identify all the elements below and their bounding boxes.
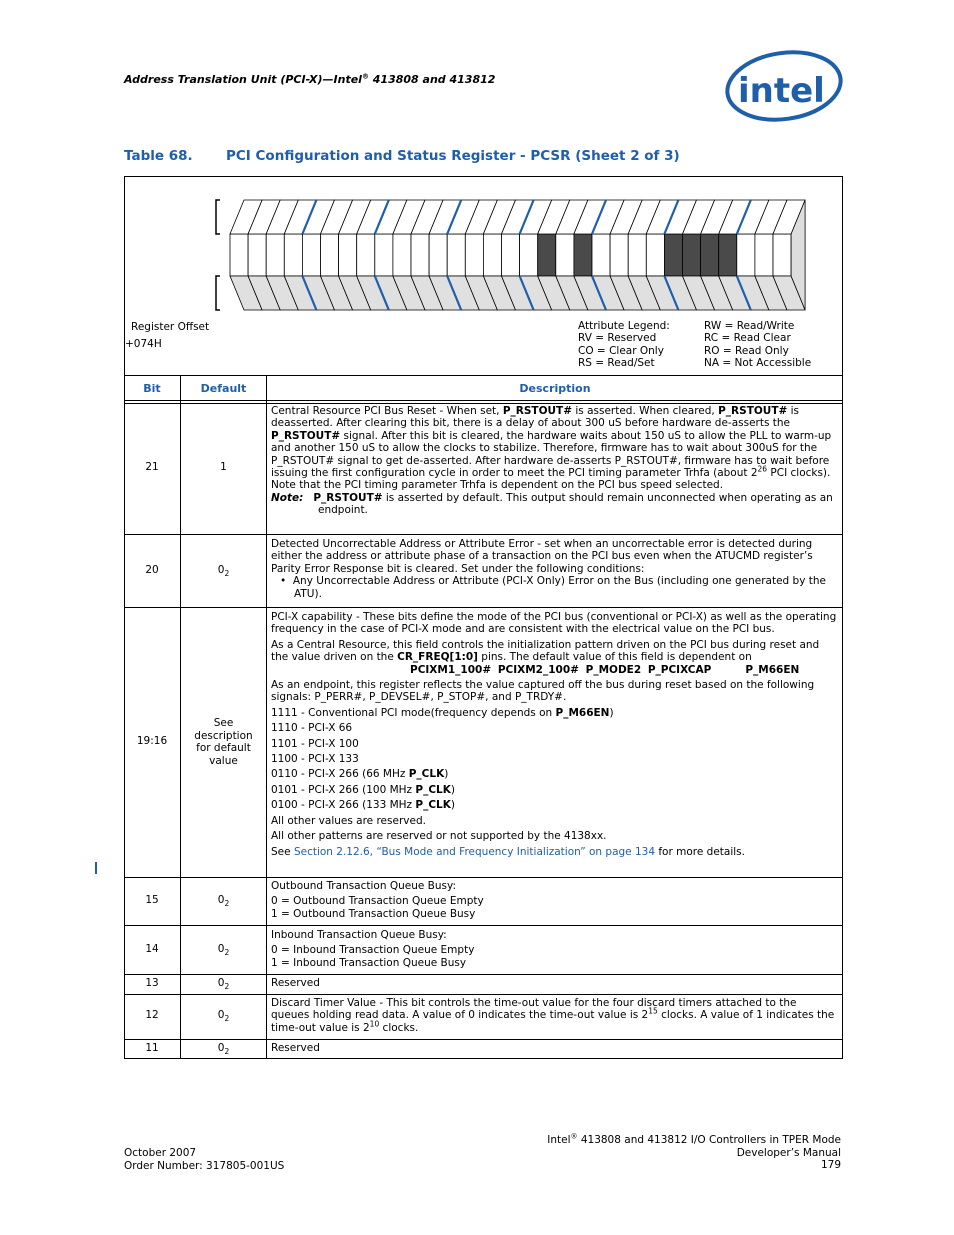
grid-hline xyxy=(124,877,843,878)
row-14-description: Inbound Transaction Queue Busy: 0 = Inbound Transaction Queue Empty 1 = Inbound Transaction Queue Busy xyxy=(271,929,475,969)
row-13-bit: 13 xyxy=(145,977,159,989)
bit-cell xyxy=(284,234,302,276)
bit-cell xyxy=(302,234,320,276)
row-12-bit: 12 xyxy=(145,1009,159,1021)
bit-cell xyxy=(375,234,393,276)
col-description: Description xyxy=(519,382,591,395)
bit-cell xyxy=(773,234,791,276)
row-13-default: $0_2$ xyxy=(217,977,230,992)
header-text-1: Address Translation Unit (PCI-X)—Intel xyxy=(124,73,362,86)
bracket-bottom xyxy=(216,276,220,310)
grid-hline xyxy=(124,534,843,535)
register-offset-value: +074H xyxy=(125,338,162,350)
row-19-16-description: PCI-X capability - These bits define the mode of the PCI bus (conventional or PCI-X) as well as the operating frequency in the case of PCI-X mode and are consistent with the electrical value on the PCI bus. As a Central Resource, this field controls the initialization pattern driven on the PCI bus during reset and the value driven on the CR_FREQ[1:0] pins. The default value of this field is dependent on PCIXM1_100# PCIXM2_100# P_MODE2 P_PCIXCAP P_M66EN As an endpoint, this register reflects the value captured off the bus during reset based on the following signals: P_PERR#, P_DEVSEL#, P_STOP#, and P_TRDY#. 1111 - Conventional PCI mode(frequency depends on P_M66EN) 1110 - PCI-X 66 1101 - PCI-X 100 1100 - PCI-X 133 0110 - PCI-X 266 (66 MHz P_CLK) 0101 - PCI-X 266 (100 MHz P_CLK) 0100 - PCI-X 266 (133 MHz P_CLK) All other values are reserved. All other patterns are reserved or not supported by the 4138xx. See Section 2.12.6, “Bus Mode and Frequency Initialization” on page 134 for more details. xyxy=(271,611,837,858)
bit-cell xyxy=(755,234,773,276)
bit-cell xyxy=(719,234,737,276)
bit-cell xyxy=(556,234,574,276)
row-20-bit: 20 xyxy=(145,564,159,576)
bit-cell xyxy=(574,234,592,276)
bit-cell xyxy=(664,234,682,276)
table-caption xyxy=(124,148,680,164)
footer-right xyxy=(547,1134,841,1172)
legend-rc: RC = Read Clear xyxy=(704,332,791,345)
grid-vline-2 xyxy=(266,375,267,1059)
bit-cell xyxy=(483,234,501,276)
row-21-default: 1 xyxy=(220,461,227,473)
bit-cell xyxy=(737,234,755,276)
intel-logo xyxy=(724,48,844,132)
bit-cell xyxy=(465,234,483,276)
bracket-top xyxy=(216,200,220,234)
bit-cell xyxy=(447,234,465,276)
footer-product-pre: Intel xyxy=(547,1134,571,1146)
bit-cell xyxy=(646,234,664,276)
bit-cell xyxy=(429,234,447,276)
footer-left xyxy=(124,1147,284,1172)
col-bit: Bit xyxy=(143,382,161,395)
bit-cell xyxy=(357,234,375,276)
table-number: Table 68. xyxy=(124,148,193,164)
register-offset-label: Register Offset xyxy=(131,321,210,333)
legend-co: CO = Clear Only xyxy=(578,344,664,357)
bit-cell xyxy=(538,234,556,276)
bit-cell xyxy=(393,234,411,276)
note-label: Note: xyxy=(271,491,304,504)
col-default: Default xyxy=(200,382,247,395)
bit-cell xyxy=(502,234,520,276)
table-header xyxy=(124,375,843,401)
page-number: 179 xyxy=(820,1159,841,1171)
attribute-legend xyxy=(578,320,811,370)
row-20-default: $0_2$ xyxy=(217,564,230,579)
bit-cell xyxy=(339,234,357,276)
footer-date: October 2007 xyxy=(124,1147,197,1159)
bit-cell xyxy=(683,234,701,276)
row-12-default: $0_2$ xyxy=(217,1009,230,1024)
header-reg-mark: ® xyxy=(361,72,369,81)
bit-cell xyxy=(321,234,339,276)
legend-rv: RV = Reserved xyxy=(578,332,657,345)
bit-cell xyxy=(266,234,284,276)
bit-cell xyxy=(248,234,266,276)
row-19-16-bit: 19:16 xyxy=(136,735,168,747)
bit-cell xyxy=(628,234,646,276)
grid-hline xyxy=(124,925,843,926)
row-20-description: Detected Uncorrectable Address or Attribute Error - set when an uncorrectable error is detected during either the address or attribute phase of a transaction on the PCI bus even when the ATUCMD register’s Parity Error Response bit is cleared. Set under the following conditions: • Any Uncorrectable Address or Attribute (PCI-X Only) Error on the Bus (including one generated by the ATU). xyxy=(271,538,826,600)
register-bitmap xyxy=(210,198,810,314)
grid-vline-1 xyxy=(180,375,181,1059)
bit-cell xyxy=(610,234,628,276)
grid-hline xyxy=(124,403,843,404)
footer-order-number: Order Number: 317805-001US xyxy=(124,1159,285,1172)
row-19-16-default: See description for default value xyxy=(194,717,253,767)
row-15-default: $0_2$ xyxy=(217,894,230,909)
footer-manual: Developer’s Manual xyxy=(736,1146,841,1159)
running-header xyxy=(124,73,495,86)
grid-hline xyxy=(124,974,843,975)
grid-hline xyxy=(124,1039,843,1040)
legend-ro: RO = Read Only xyxy=(704,344,789,357)
legend-rs: RS = Read/Set xyxy=(578,357,655,370)
row-12-description: Discard Timer Value - This bit controls the time-out value for the four discard timers attached to the queues holding read data. A value of 0 indicates the time-out value is $2^{15}$ clocks. A value of 1 indicates the time-out value is $2^{10}$ clocks. xyxy=(271,997,835,1034)
change-bar xyxy=(95,862,97,874)
section-link[interactable]: Section 2.12.6, “Bus Mode and Frequency Initialization” on page 134 xyxy=(293,845,656,858)
legend-na: NA = Not Accessible xyxy=(704,357,812,370)
grid-hline xyxy=(124,607,843,608)
row-11-default: $0_2$ xyxy=(217,1042,230,1057)
bit-cell xyxy=(701,234,719,276)
row-21-bit: 21 xyxy=(145,461,159,473)
bit-cell xyxy=(592,234,610,276)
row-15-bit: 15 xyxy=(145,894,159,906)
bit-cell xyxy=(230,234,248,276)
row-15-description: Outbound Transaction Queue Busy: 0 = Outbound Transaction Queue Empty 1 = Outbound Transaction Queue Busy xyxy=(271,880,484,920)
row-13-description: Reserved xyxy=(271,977,320,989)
grid-hline xyxy=(124,994,843,995)
row-14-default: $0_2$ xyxy=(217,943,230,958)
footer-reg-mark: ® xyxy=(570,1132,578,1141)
row-11-description: Reserved xyxy=(271,1042,320,1054)
row-11-bit: 11 xyxy=(145,1042,159,1054)
table-title: PCI Configuration and Status Register - PCSR (Sheet 2 of 3) xyxy=(226,148,680,164)
bit-cell xyxy=(411,234,429,276)
legend-title: Attribute Legend: xyxy=(578,320,670,332)
header-text-2: 413808 and 413812 xyxy=(368,73,496,86)
bit-cell xyxy=(520,234,538,276)
row-21-description: Central Resource PCI Bus Reset - When set, P_RSTOUT# is asserted. When cleared, P_RSTOUT# is deasserted. After clearing this bit, there is a delay of about 300 uS before hardware de-asserts the P_RSTOUT# signal. After this bit is cleared, the hardware waits about 150 uS to allow the PLL to warm-up and another 150 uS to allow the clocks to stabilize. Therefore, firmware has to wait about 300uS for the P_RSTOUT# signal to get de-asserted. After hardware de-asserts P_RSTOUT#, firmware has to wait before issuing the first configuration cycle in order to meet the PCI timing parameter Trhfa (about $2^{26}$ PCI clocks). Note that the PCI timing parameter Trhfa is dependent on the PCI bus speed selected. Note: P_RSTOUT# is asserted by default. This output should remain unconnected when operating as an endpoint. xyxy=(271,405,833,517)
intel-logo-text: intel xyxy=(738,71,825,111)
legend-rw: RW = Read/Write xyxy=(704,320,795,332)
footer-product: 413808 and 413812 I/O Controllers in TPER Mode xyxy=(577,1134,841,1146)
row-14-bit: 14 xyxy=(145,943,159,955)
